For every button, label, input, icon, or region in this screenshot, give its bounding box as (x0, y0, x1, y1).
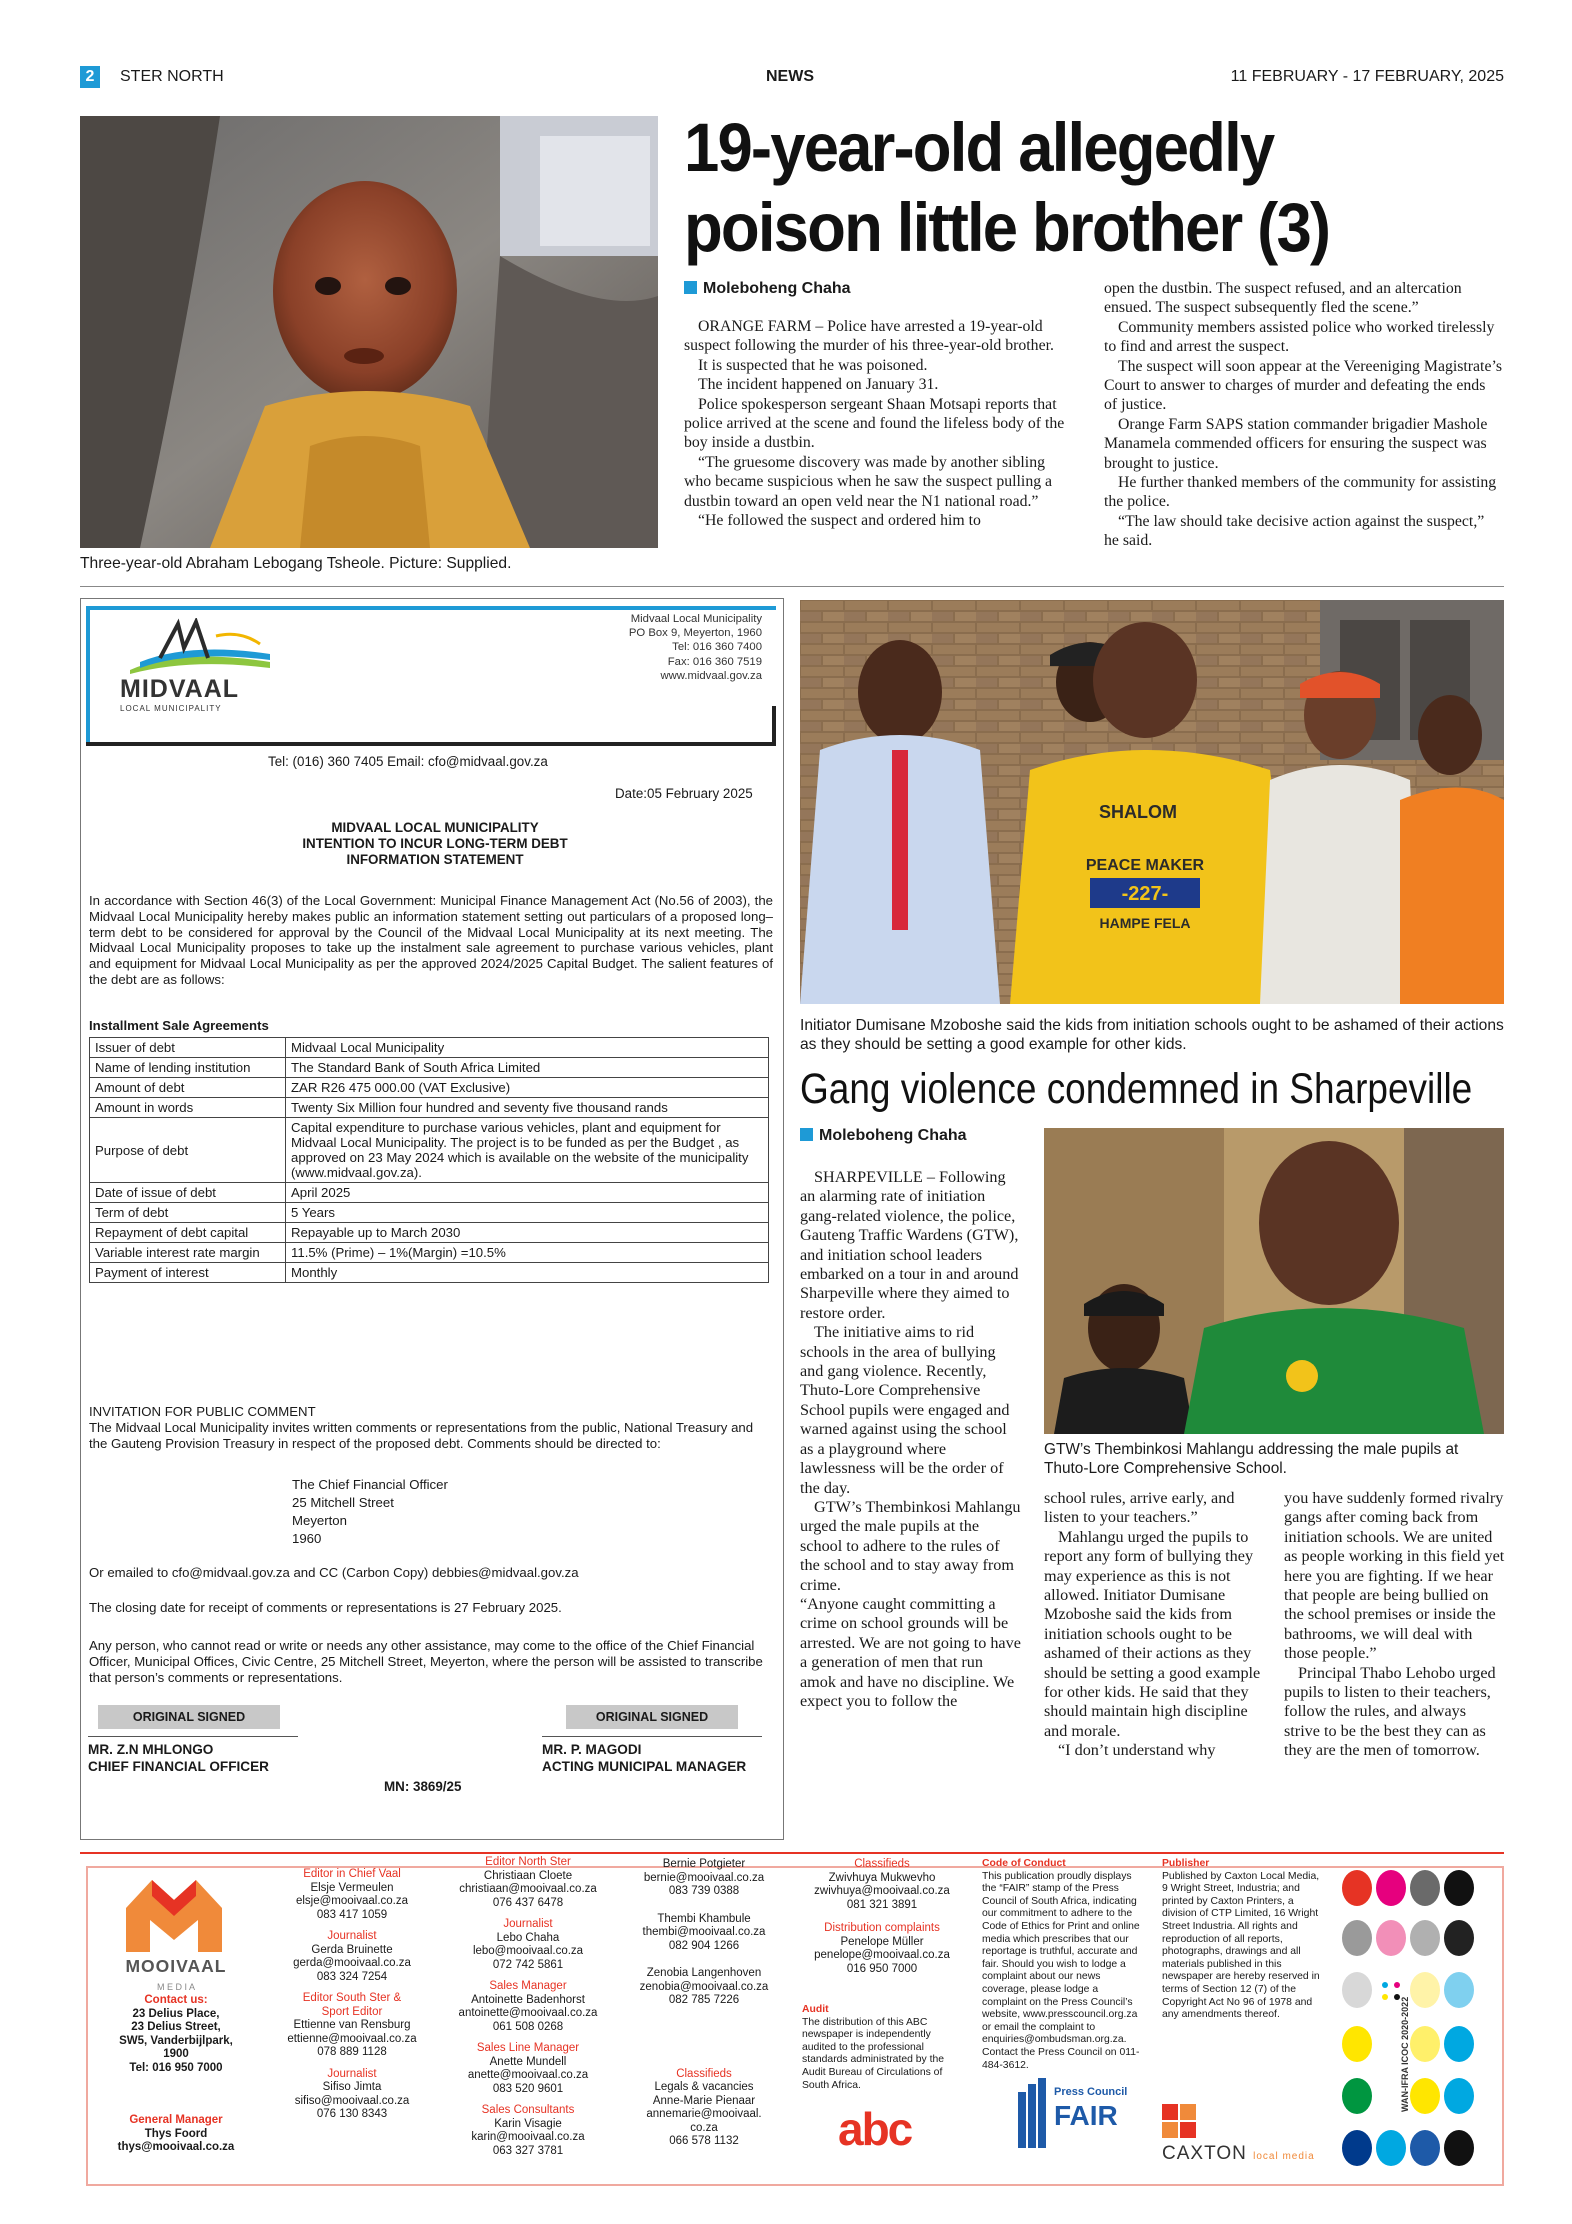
staff-role: Editor South Ster & Sport Editor (302, 1992, 402, 2018)
mooivaal-logo (112, 1866, 238, 1962)
table-value: 5 Years (286, 1203, 769, 1223)
staff-line: 082 904 1266 (668, 1939, 740, 1952)
notice-title-line: INTENTION TO INCUR LONG-TERM DEBT (302, 836, 568, 851)
staff-role: Journalist (327, 2067, 377, 2080)
table-key: Repayment of debt capital (90, 1223, 286, 1243)
gm-line: thys@mooivaal.co.za (117, 2141, 235, 2153)
address-line: 1960 (292, 1531, 322, 1546)
table-key: Term of debt (90, 1203, 286, 1223)
midvaal-logo (120, 618, 280, 713)
staff-role: Journalist (327, 1930, 377, 1942)
shirt-text: HAMPE FELA (1099, 915, 1191, 931)
color-dot (1410, 1870, 1440, 1906)
wan-ifra-label: WAN-IFRA ICOC 2020-2022 (1400, 1996, 1410, 2112)
caxton-name (1162, 2143, 1322, 2165)
staff-line: Anne-Marie Pienaar (652, 2094, 756, 2107)
shirt-text: -227- (1121, 883, 1169, 905)
table-value: The Standard Bank of South Africa Limited (286, 1058, 769, 1078)
staff-line: 082 785 7226 (668, 1994, 740, 2006)
staff-line: elsje@mooivaal.co.za (295, 1895, 409, 1907)
contact-title: Contact us: (144, 1994, 208, 2006)
color-dot (1444, 1870, 1474, 1906)
staff-role: Editor in Chief Vaal (303, 1868, 401, 1880)
contact-line: 23 Delius Place, (132, 2007, 220, 2020)
signatory-title: CHIEF FINANCIAL OFFICER (88, 1759, 269, 1774)
byline (800, 1127, 967, 1145)
staff-line: bernie@mooivaal.co.za (643, 1871, 765, 1884)
table-row (90, 1038, 769, 1058)
table-key: Amount in words (90, 1098, 286, 1118)
staff-line: 016 950 7000 (846, 1962, 918, 1975)
address-line: 25 Mitchell Street (292, 1495, 394, 1510)
staff-line: Antoinette Badenhorst (471, 1993, 585, 2006)
footer-rule (80, 1852, 1504, 1854)
mahlangu-photo-image (1044, 1128, 1504, 1434)
table-row (90, 1098, 769, 1118)
closing-date: The closing date for receipt of comments or representations is 27 February 2025. (89, 1600, 562, 1615)
staff-column-3 (440, 1856, 616, 2158)
paragraph: Orange Farm SAPS station commander brigadier Mashole Manamela commended officers for ensuring the suspect was brought to justice. (1104, 415, 1488, 472)
staff-line: 061 508 0268 (492, 2020, 564, 2033)
assistance-text: Any person, who cannot read or write or needs any other assistance, may come to the office of the Chief Financial Officer, Municipal Offices, Civic Centre, 25 Mitchell Street, Meyerton, where the person will be assisted to transcribe that person’s comments or representations. (89, 1638, 763, 1685)
conduct-block (982, 1858, 1142, 2072)
table-value: Twenty Six Million four hundred and seventy five thousand rands (286, 1098, 769, 1118)
staff-line: Bernie Potgieter (662, 1858, 746, 1870)
color-dot (1376, 1870, 1406, 1906)
table-value: Midvaal Local Municipality (286, 1038, 769, 1058)
address-line: Meyerton (292, 1513, 347, 1528)
paragraph: SHARPEVILLE – Following an alarming rate of initiation gang-related violence, the police, Gauteng Traffic Wardens (GTW), and initiation school leaders embarked on a tour in and around Sharpeville where they aimed to restore order. (800, 1168, 1019, 1322)
color-dot (1410, 2130, 1440, 2166)
address-line: Tel: 016 360 7400 (672, 641, 762, 654)
story2-column-3 (1284, 1489, 1506, 1761)
byline (684, 280, 851, 298)
notice-title-line: INFORMATION STATEMENT (346, 852, 524, 867)
section-name: STER NORTH (120, 68, 224, 85)
paragraph: “The gruesome discovery was made by another sibling who became suspicious when he saw the suspect pulling a dustbin toward an open veld near the N1 national road.” (684, 453, 1053, 510)
story2-column-1 (800, 1168, 1022, 1711)
paragraph: GTW’s Thembinkosi Mahlangu urged the male pupils at the school to adhere to the rules of the school and to stay away from crime. (800, 1497, 1021, 1594)
press-council-mark (1016, 2078, 1046, 2148)
notice-intro: In accordance with Section 46(3) of the Local Government: Municipal Finance Management Act (No.56 of 2003), the Midvaal Local Municipality hereby makes public an information statement setting out particulars of a proposed long–term debt to be considered for approval by the Council of the Midvaal Local Municipality at its next meeting. The Midvaal Local Municipality proposes to take up the instalment sale agreement to purchase various vehicles, plant and equipment for Midvaal Local Municipality as per the approved 2024/2025 Capital Budget. The salient features of the debt are as follows: (89, 893, 773, 987)
general-manager (88, 2114, 264, 2155)
color-dot (1342, 1920, 1372, 1956)
mooivaal-logo-mark (112, 1866, 238, 1962)
press-council-fair-logo (1016, 2078, 1126, 2150)
staff-line: christiaan@mooivaal.co.za (459, 1883, 597, 1895)
table-row (90, 1263, 769, 1283)
color-dot (1376, 2130, 1406, 2166)
signatory-name: MR. Z.N MHLONGO (88, 1742, 214, 1757)
paragraph: ORANGE FARM – Police have arrested a 19-year-old suspect following the murder of his three-year-old brother. (684, 318, 1054, 355)
midvaal-logo-sub: LOCAL MUNICIPALITY (120, 704, 222, 713)
table-title: Installment Sale Agreements (89, 1018, 269, 1033)
audit-block (802, 2004, 962, 2092)
staff-line: zwivhuya@mooivaal.co.za (814, 1885, 950, 1897)
staff-column-5 (794, 1858, 970, 1976)
abc-logo: abc (838, 2103, 912, 2155)
staff-role: Editor North Ster (485, 1856, 571, 1868)
fair-label: FAIR (1054, 2100, 1118, 2131)
photo-caption: GTW’s Thembinkosi Mahlangu addressing the male pupils at Thuto-Lore Comprehensive School. (1044, 1441, 1459, 1477)
staff-line: Zwivhuya Mukwevho (828, 1871, 936, 1884)
staff-line: Lebo Chaha (496, 1931, 560, 1944)
brand-name: MOOIVAAL (125, 1956, 227, 1976)
table-key: Amount of debt (90, 1078, 286, 1098)
paragraph: “He followed the suspect and ordered him to (698, 512, 981, 530)
address-line: Midvaal Local Municipality (630, 613, 762, 625)
staff-line: annemarie@mooivaal. (646, 2108, 762, 2120)
staff-line: 083 739 0388 (668, 1885, 740, 1897)
table-key: Date of issue of debt (90, 1183, 286, 1203)
staff-line: Zenobia Langenhoven (646, 1967, 762, 1979)
staff-role: Distribution complaints (824, 1922, 940, 1934)
table-row (90, 1243, 769, 1263)
staff-line: antoinette@mooivaal.co.za (458, 2007, 598, 2019)
photo-caption: Three-year-old Abraham Lebogang Tsheole. Picture: Supplied. (80, 555, 512, 572)
table-row (90, 1203, 769, 1223)
staff-column-4 (616, 1858, 792, 2149)
table-row (90, 1223, 769, 1243)
staff-line: Christiaan Cloete (483, 1869, 573, 1882)
paragraph: Community members assisted police who worked tirelessly to find and arrest the suspect. (1104, 318, 1495, 356)
table-row (90, 1058, 769, 1078)
staff-column-2 (264, 1868, 440, 2122)
table-value: 11.5% (Prime) – 1%(Margin) =10.5% (286, 1243, 769, 1263)
byline-name: Moleboheng Chaha (703, 280, 851, 297)
paragraph: “Anyone caught committing a crime on school grounds will be arrested. We are not going to have a generation of men that run amok and have no discipline. We expect you to follow the (800, 1594, 1021, 1710)
staff-line: penelope@mooivaal.co.za (814, 1949, 950, 1961)
paragraph: The incident happened on January 31. (698, 376, 939, 394)
table-value: Repayable up to March 2030 (286, 1223, 769, 1243)
staff-line: ettienne@mooivaal.co.za (287, 2032, 417, 2045)
photo-mahlangu (1044, 1128, 1504, 1434)
photo-caption: Initiator Dumisane Mzoboshe said the kids from initiation schools ought to be ashamed of their actions as they should be setting a good example for other kids. (800, 1017, 1504, 1053)
staff-line: Legals & vacancies (654, 2081, 754, 2093)
page-number: 2 (80, 66, 100, 88)
table-row (90, 1118, 769, 1183)
staff-role: Sales Line Manager (476, 2042, 580, 2054)
invitation-text: The Midvaal Local Municipality invites written comments or representations from the public, National Treasury and the Gauteng Provision Treasury in respect of the proposed debt. Comments should be directed to: (89, 1419, 754, 1451)
signatory-title: ACTING MUNICIPAL MANAGER (542, 1759, 747, 1774)
contact-line: Tel: 016 950 7000 (129, 2061, 223, 2074)
notice-title-line: MIDVAAL LOCAL MUNICIPALITY (331, 820, 539, 835)
staff-line: 083 324 7254 (316, 1970, 388, 1983)
table-key: Issuer of debt (90, 1038, 286, 1058)
staff-line: zenobia@mooivaal.co.za (639, 1980, 769, 1993)
conduct-title: Code of Conduct (982, 1858, 1066, 1869)
email-line: Or emailed to cfo@midvaal.gov.za and CC (Carbon Copy) debbies@midvaal.gov.za (89, 1565, 579, 1580)
staff-line: Thembi Khambule (657, 1912, 751, 1925)
staff-line: Sifiso Jimta (322, 2081, 382, 2093)
color-dot (1444, 1972, 1474, 2008)
staff-line: 063 327 3781 (492, 2144, 564, 2157)
staff-line: 078 889 1128 (317, 2046, 387, 2058)
staff-line: co.za (690, 2121, 718, 2134)
shirt-text: SHALOM (1099, 802, 1177, 822)
staff-line: karin@mooivaal.co.za (471, 2131, 585, 2143)
paragraph: Principal Thabo Lehobo urged pupils to listen to their teachers, follow the rules, and always strive to be the best they can as they are the men of tomorrow. (1284, 1663, 1496, 1760)
paragraph: you have suddenly formed rivalry gangs after coming back from initiation schools. We are united as people working in this field yet here you are fighting. If we hear that people are being bullied on the school premises or inside the bathrooms, we will deal with those people.” (1284, 1489, 1505, 1663)
table-row (90, 1078, 769, 1098)
caxton-logo (1162, 2104, 1322, 2165)
headline-line-2: poison little brother (3) (684, 189, 1330, 266)
category-label: NEWS (766, 68, 814, 85)
paragraph: The initiative aims to rid schools in the area of bullying and gang violence. Recently, Thuto-Lore Comprehensive School pupils were engaged and warned against using the school as a playground where lawlessness will be the order of the day. (800, 1323, 1010, 1497)
address-line: The Chief Financial Officer (292, 1477, 448, 1492)
staff-line: 076 130 8343 (316, 2108, 388, 2120)
signature-line (88, 1736, 298, 1737)
comment-address (292, 1476, 448, 1548)
municipality-address (530, 612, 762, 683)
staff-line: thembi@mooivaal.co.za (642, 1926, 766, 1938)
publisher-text: Published by Caxton Local Media, 9 Wright Street, Industria; and printed by Caxton Printers, a division of CTP Limited, 16 Wright Street Industria. All rights and reproduction of all reports, photographs, drawings and all materials published in this newspaper are hereby reserved in terms of Section 12 (7) of the Copyright Act No 96 of 1978 and any amendments thereof. (1162, 1870, 1320, 2021)
table-row (90, 1183, 769, 1203)
color-dot (1410, 1972, 1440, 2008)
contact-block (88, 1994, 264, 2075)
staff-role: Classifieds (854, 1858, 910, 1870)
registration-mark-icon (1380, 1980, 1402, 2002)
address-line: PO Box 9, Meyerton, 1960 (628, 627, 762, 640)
photo-child (80, 116, 658, 548)
color-dot (1444, 1920, 1474, 1956)
signature-line (542, 1736, 762, 1737)
color-dot (1444, 2026, 1474, 2062)
color-dot (1410, 1920, 1440, 1956)
divider (80, 586, 1504, 587)
paragraph: school rules, arrive early, and listen to your teachers.” (1044, 1489, 1235, 1527)
signatory-mm (542, 1741, 746, 1775)
initiator-photo-image (800, 600, 1504, 1004)
staff-line: Karin Visagie (494, 2117, 562, 2130)
staff-line: Ettienne van Rensburg (293, 2019, 411, 2031)
table-key: Name of lending institution (90, 1058, 286, 1078)
midvaal-logo-word: MIDVAAL (120, 675, 240, 703)
staff-line: 081 321 3891 (846, 1898, 918, 1911)
headline (684, 108, 1438, 268)
signatory-name: MR. P. MAGODI (542, 1742, 642, 1757)
publisher-title: Publisher (1162, 1858, 1210, 1869)
audit-text: The distribution of this ABC newspaper is independently audited to the professional standards administrated by the Audit Bureau of Circulations of South Africa. (802, 2016, 945, 2091)
staff-line: Gerda Bruinette (311, 1943, 393, 1956)
paragraph: He further thanked members of the community for assisting the police. (1104, 474, 1497, 511)
staff-line: gerda@mooivaal.co.za (293, 1957, 411, 1969)
story1-column-1 (684, 317, 1074, 530)
paragraph: open the dustbin. The suspect refused, and an altercation ensued. The suspect subsequently fled the scene.” (1104, 280, 1462, 317)
paragraph: Mahlangu urged the pupils to report any form of bullying they may experience as this is not allowed. Initiator Dumisane Mzoboshe said the kids from initiation schools ought to be ashamed of their actions as they should be setting a good example for other kids. He said that they should maintain high discipline and morale. (1044, 1527, 1261, 1740)
notice-number: MN: 3869/25 (384, 1779, 462, 1794)
staff-role: Classifieds (676, 2067, 732, 2080)
contact-line: 1900 (163, 2048, 189, 2060)
story1-column-2 (1104, 279, 1502, 551)
notice-date: Date:05 February 2025 (615, 786, 753, 801)
address-line: Fax: 016 360 7519 (667, 655, 762, 668)
color-dot (1342, 1870, 1372, 1906)
table-value: April 2025 (286, 1183, 769, 1203)
wan-ifra-badge (1376, 1996, 1410, 2112)
staff-line: Penelope Müller (840, 1935, 924, 1948)
color-dot (1444, 2078, 1474, 2114)
issue-date: 11 FEBRUARY - 17 FEBRUARY, 2025 (1230, 68, 1504, 85)
signed-stamp-left: ORIGINAL SIGNED (98, 1705, 280, 1729)
paragraph: The suspect will soon appear at the Vereeniging Magistrate’s Court to answer to charges of murder and defeating the ends of justice. (1104, 357, 1502, 414)
signatory-cfo (88, 1741, 269, 1775)
staff-line: 083 520 9601 (492, 2082, 564, 2095)
signed-stamp-right: ORIGINAL SIGNED (566, 1705, 738, 1729)
child-photo-image (80, 116, 658, 548)
audit-title: Audit (802, 2004, 829, 2015)
paragraph: “The law should take decisive action against the suspect,” he said. (1104, 512, 1485, 550)
debt-table (89, 1037, 769, 1283)
staff-line: 072 742 5861 (492, 1958, 564, 1971)
staff-line: 076 437 6478 (492, 1896, 564, 1909)
staff-role: Sales Manager (489, 1980, 567, 1992)
contact-line: Tel: (016) 360 7405 Email: cfo@midvaal.gov.za (268, 754, 548, 769)
brand-sub: M E D I A (156, 1982, 195, 1992)
headline: Gang violence condemned in Sharpeville (800, 1065, 1473, 1113)
staff-line: Anette Mundell (489, 2055, 567, 2068)
table-key: Payment of interest (90, 1263, 286, 1283)
table-key: Purpose of debt (90, 1118, 286, 1183)
staff-line: lebo@mooivaal.co.za (472, 1945, 584, 1957)
color-dot (1444, 2130, 1474, 2166)
color-dot (1410, 2078, 1440, 2114)
table-key: Variable interest rate margin (90, 1243, 286, 1263)
staff-line: 083 417 1059 (316, 1908, 388, 1921)
staff-line: Elsje Vermeulen (310, 1881, 394, 1894)
address-line: www.midvaal.gov.za (660, 669, 762, 682)
table-value: Monthly (286, 1263, 769, 1283)
paragraph: Police spokesperson sergeant Shaan Motsapi reports that police arrived at the scene and found the lifeless body of the boy inside a dustbin. (684, 395, 1065, 452)
byline-marker (684, 281, 697, 294)
color-dot (1342, 1972, 1372, 2008)
gm-title: General Manager (129, 2114, 223, 2126)
staff-role: Journalist (503, 1918, 553, 1930)
contact-line: SW5, Vanderbijlpark, (119, 2034, 233, 2047)
byline-name: Moleboheng Chaha (819, 1127, 967, 1144)
page-header (80, 66, 1504, 88)
staff-line: 066 578 1132 (669, 2135, 739, 2147)
story2-column-2 (1044, 1489, 1266, 1761)
staff-role: Sales Consultants (481, 2104, 575, 2116)
notice-title (90, 820, 780, 868)
photo-initiator (800, 600, 1504, 1004)
color-dot (1342, 2026, 1372, 2062)
color-dot (1410, 2026, 1440, 2062)
staff-line: anette@mooivaal.co.za (467, 2069, 589, 2081)
color-dot (1342, 2130, 1372, 2166)
staff-line: sifiso@mooivaal.co.za (294, 2094, 410, 2107)
color-registration-strip (1336, 1862, 1502, 2172)
shirt-text: PEACE MAKER (1085, 857, 1205, 874)
paragraph: “I don’t understand why (1058, 1741, 1216, 1760)
color-dot (1342, 2078, 1372, 2114)
press-council-label: Press Council (1054, 2086, 1128, 2098)
headline-line-1: 19-year-old allegedly (684, 109, 1274, 186)
registration-mark (1380, 1980, 1402, 2002)
paragraph: It is suspected that he was poisoned. (698, 356, 928, 374)
color-dot (1376, 1920, 1406, 1956)
caxton-mark (1162, 2104, 1196, 2138)
gm-line: Thys Foord (144, 2127, 208, 2140)
caxton-word: CAXTON (1162, 2143, 1247, 2164)
caxton-sub: local media (1253, 2151, 1315, 2162)
conduct-text: This publication proudly displays the “FAIR” stamp of the Press Council of South Africa, indicating our commitment to adhere to the Code of Ethics for Print and online media which prescribes that our reportage is truthful, accurate and fair. Should you wish to lodge a complaint about our news coverage, please lodge a complaint on the Press Council’s website, www.presscouncil.org.za or email the complaint to enquiries@ombudsman.org.za. Contact the Press Council on 011-484-3612. (982, 1870, 1140, 2071)
contact-line: 23 Delius Street, (131, 2021, 221, 2033)
invitation (89, 1404, 773, 1451)
publisher-block (1162, 1858, 1322, 2022)
invitation-title: INVITATION FOR PUBLIC COMMENT (89, 1404, 316, 1419)
byline-marker (800, 1128, 813, 1141)
midvaal-logo-mark (120, 618, 280, 674)
table-value: ZAR R26 475 000.00 (VAT Exclusive) (286, 1078, 769, 1098)
table-value: Capital expenditure to purchase various vehicles, plant and equipment for Midvaal Local Municipality. The project is to be funded as per the Budget , as approved on 23 May 2024 which is available on the website of the municipality (www.midvaal.gov.za). (286, 1118, 769, 1183)
